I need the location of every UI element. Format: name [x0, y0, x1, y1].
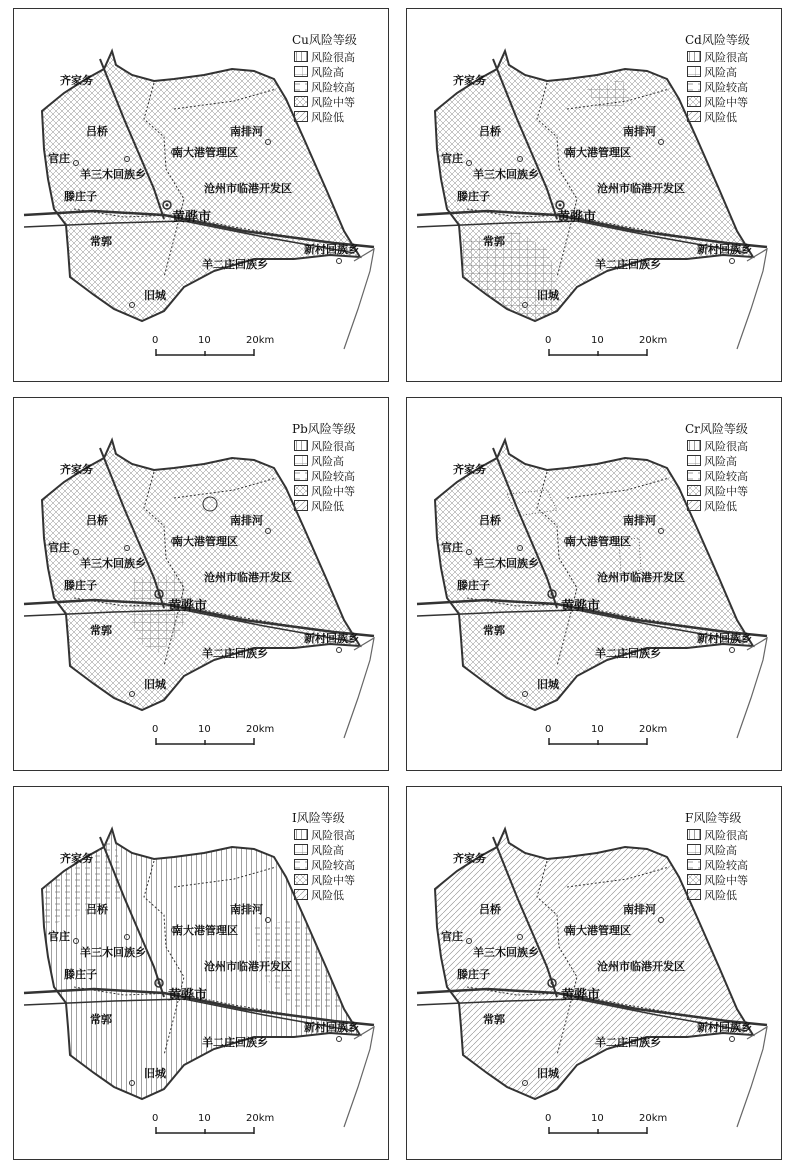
legend-label: 风险低 [311, 499, 344, 513]
place-label: 吕桥 [479, 514, 501, 527]
legend-item [687, 94, 781, 109]
legend-item [687, 64, 781, 79]
legend-item [687, 438, 781, 453]
place-label: 新村回族乡 [304, 243, 359, 256]
legend [687, 827, 781, 902]
swatch-medium [687, 485, 701, 496]
map-panel-f [406, 786, 782, 1160]
place-label: 新村回族乡 [697, 243, 752, 256]
place-label: 新村回族乡 [304, 632, 359, 645]
legend-label: 风险较高 [311, 858, 355, 872]
place-label: 齐家务 [60, 852, 93, 865]
scale-label: 10 [198, 335, 211, 346]
place-label: 齐家务 [453, 463, 486, 476]
scale-label: 0 [545, 724, 552, 735]
place-label: 滕庄子 [64, 968, 97, 981]
swatch-rather-high [687, 859, 701, 870]
place-label: 旧城 [537, 1067, 559, 1080]
legend-item [294, 64, 388, 79]
legend-title: Pb风险等级 [292, 422, 356, 436]
place-label: 南大港管理区 [565, 924, 631, 937]
place-label: 南排河 [230, 514, 263, 527]
legend-item [294, 887, 388, 902]
legend-label: 风险低 [704, 110, 737, 124]
swatch-very-high [294, 829, 308, 840]
scale-bar [547, 347, 651, 357]
legend [687, 49, 781, 124]
place-label: 黄骅市 [172, 210, 212, 225]
map-panel-cd [406, 8, 782, 382]
scale-label: 20km [246, 724, 275, 735]
legend-label: 风险很高 [704, 439, 748, 453]
legend-label: 风险低 [311, 888, 344, 902]
place-label: 羊二庄回族乡 [202, 647, 268, 660]
scale-label: 20km [639, 724, 668, 735]
scale-label: 10 [591, 724, 604, 735]
place-label: 沧州市临港开发区 [597, 571, 685, 584]
legend-title: F风险等级 [685, 811, 742, 825]
legend-label: 风险高 [704, 65, 737, 79]
scale-bar [154, 1125, 258, 1135]
scale-label: 10 [591, 1113, 604, 1124]
legend-title: I风险等级 [292, 811, 345, 825]
place-label: 吕桥 [86, 903, 108, 916]
legend-item [687, 453, 781, 468]
swatch-high [294, 455, 308, 466]
scale-label: 10 [198, 724, 211, 735]
place-label: 旧城 [537, 289, 559, 302]
scale-label: 10 [198, 1113, 211, 1124]
legend-label: 风险较高 [704, 469, 748, 483]
legend-label: 风险中等 [704, 95, 748, 109]
legend-item [687, 827, 781, 842]
legend-item [294, 49, 388, 64]
place-label: 吕桥 [479, 125, 501, 138]
scale-bar [547, 1125, 651, 1135]
swatch-low [294, 889, 308, 900]
place-label: 羊三木回族乡 [473, 557, 539, 570]
place-label: 滕庄子 [64, 579, 97, 592]
scale-label: 20km [246, 335, 275, 346]
place-label: 官庄 [441, 930, 463, 943]
scale-label: 10 [591, 335, 604, 346]
scale-bar [547, 736, 651, 746]
legend-label: 风险低 [704, 499, 737, 513]
legend-item [294, 827, 388, 842]
place-label: 羊三木回族乡 [80, 557, 146, 570]
scale-label: 20km [639, 1113, 668, 1124]
place-label: 常郭 [90, 624, 112, 637]
place-label: 沧州市临港开发区 [597, 960, 685, 973]
place-label: 羊三木回族乡 [473, 946, 539, 959]
place-label: 黄骅市 [561, 599, 601, 614]
place-label: 黄骅市 [168, 599, 208, 614]
legend [294, 827, 388, 902]
place-label: 官庄 [48, 541, 70, 554]
legend-item [687, 887, 781, 902]
legend-item [687, 842, 781, 857]
legend-item [294, 468, 388, 483]
legend-item [687, 468, 781, 483]
place-label: 沧州市临港开发区 [204, 571, 292, 584]
legend-item [687, 872, 781, 887]
place-label: 南大港管理区 [172, 535, 238, 548]
legend-label: 风险较高 [704, 80, 748, 94]
legend-item [294, 94, 388, 109]
place-label: 常郭 [90, 235, 112, 248]
place-label: 羊三木回族乡 [80, 168, 146, 181]
place-label: 旧城 [144, 289, 166, 302]
swatch-high [294, 66, 308, 77]
map-panel-cu [13, 8, 389, 382]
place-label: 羊二庄回族乡 [595, 1036, 661, 1049]
place-label: 齐家务 [60, 463, 93, 476]
legend-item [294, 453, 388, 468]
legend-item [294, 857, 388, 872]
place-label: 齐家务 [453, 74, 486, 87]
place-label: 南大港管理区 [172, 146, 238, 159]
swatch-high [687, 455, 701, 466]
legend-item [294, 872, 388, 887]
legend-item [687, 109, 781, 124]
place-label: 吕桥 [86, 514, 108, 527]
legend-item [687, 498, 781, 513]
swatch-rather-high [687, 470, 701, 481]
legend-item [687, 79, 781, 94]
legend-label: 风险低 [311, 110, 344, 124]
map-panel-pb [13, 397, 389, 771]
place-label: 黄骅市 [168, 988, 208, 1003]
place-label: 新村回族乡 [697, 1021, 752, 1034]
legend-label: 风险很高 [704, 828, 748, 842]
swatch-medium [294, 874, 308, 885]
swatch-high [687, 844, 701, 855]
place-label: 羊三木回族乡 [80, 946, 146, 959]
swatch-medium [294, 485, 308, 496]
scale-label: 0 [152, 1113, 159, 1124]
legend-item [294, 109, 388, 124]
scale-bar [154, 736, 258, 746]
scale-label: 20km [639, 335, 668, 346]
place-label: 南大港管理区 [565, 535, 631, 548]
place-label: 滕庄子 [457, 968, 490, 981]
legend-label: 风险高 [311, 454, 344, 468]
swatch-rather-high [687, 81, 701, 92]
place-label: 南排河 [623, 903, 656, 916]
place-label: 沧州市临港开发区 [204, 182, 292, 195]
place-label: 常郭 [90, 1013, 112, 1026]
map-panel-cr [406, 397, 782, 771]
place-label: 齐家务 [60, 74, 93, 87]
place-label: 黄骅市 [561, 988, 601, 1003]
legend-item [687, 49, 781, 64]
scale-bar [154, 347, 258, 357]
place-label: 羊二庄回族乡 [202, 1036, 268, 1049]
legend [294, 49, 388, 124]
place-label: 南排河 [623, 514, 656, 527]
place-label: 滕庄子 [64, 190, 97, 203]
swatch-very-high [687, 829, 701, 840]
place-label: 旧城 [144, 678, 166, 691]
swatch-low [294, 111, 308, 122]
legend-title: Cr风险等级 [685, 422, 748, 436]
legend-label: 风险高 [311, 843, 344, 857]
legend-label: 风险高 [704, 454, 737, 468]
swatch-medium [687, 874, 701, 885]
swatch-very-high [687, 51, 701, 62]
legend-label: 风险中等 [311, 873, 355, 887]
swatch-very-high [294, 51, 308, 62]
scale-label: 0 [545, 335, 552, 346]
legend-label: 风险很高 [311, 828, 355, 842]
scale-label: 0 [152, 335, 159, 346]
place-label: 旧城 [537, 678, 559, 691]
place-label: 南排河 [230, 125, 263, 138]
swatch-high [294, 844, 308, 855]
place-label: 南大港管理区 [172, 924, 238, 937]
place-label: 吕桥 [479, 903, 501, 916]
place-label: 滕庄子 [457, 579, 490, 592]
place-label: 南大港管理区 [565, 146, 631, 159]
swatch-low [687, 500, 701, 511]
place-label: 齐家务 [453, 852, 486, 865]
place-label: 常郭 [483, 235, 505, 248]
swatch-low [294, 500, 308, 511]
legend-label: 风险中等 [311, 484, 355, 498]
legend-label: 风险很高 [311, 439, 355, 453]
legend-label: 风险高 [311, 65, 344, 79]
legend-label: 风险较高 [311, 80, 355, 94]
place-label: 常郭 [483, 624, 505, 637]
place-label: 官庄 [441, 152, 463, 165]
legend-label: 风险中等 [704, 873, 748, 887]
swatch-very-high [294, 440, 308, 451]
legend-label: 风险中等 [704, 484, 748, 498]
place-label: 沧州市临港开发区 [204, 960, 292, 973]
place-label: 羊二庄回族乡 [202, 258, 268, 271]
place-label: 南排河 [623, 125, 656, 138]
swatch-rather-high [294, 859, 308, 870]
place-label: 官庄 [48, 930, 70, 943]
swatch-medium [687, 96, 701, 107]
swatch-rather-high [294, 470, 308, 481]
legend-label: 风险很高 [704, 50, 748, 64]
legend-label: 风险较高 [311, 469, 355, 483]
place-label: 常郭 [483, 1013, 505, 1026]
swatch-very-high [687, 440, 701, 451]
place-label: 官庄 [441, 541, 463, 554]
legend-label: 风险低 [704, 888, 737, 902]
legend-title: Cu风险等级 [292, 33, 357, 47]
place-label: 官庄 [48, 152, 70, 165]
place-label: 南排河 [230, 903, 263, 916]
legend-title: Cd风险等级 [685, 33, 750, 47]
place-label: 羊三木回族乡 [473, 168, 539, 181]
legend-label: 风险很高 [311, 50, 355, 64]
place-label: 沧州市临港开发区 [597, 182, 685, 195]
place-label: 新村回族乡 [304, 1021, 359, 1034]
scale-label: 0 [152, 724, 159, 735]
swatch-medium [294, 96, 308, 107]
legend-item [687, 857, 781, 872]
scale-label: 0 [545, 1113, 552, 1124]
legend-item [294, 498, 388, 513]
map-panel-i [13, 786, 389, 1160]
legend-label: 风险中等 [311, 95, 355, 109]
legend-item [294, 842, 388, 857]
legend-item [687, 483, 781, 498]
place-label: 羊二庄回族乡 [595, 258, 661, 271]
place-label: 新村回族乡 [697, 632, 752, 645]
legend-item [294, 438, 388, 453]
swatch-low [687, 111, 701, 122]
scale-label: 20km [246, 1113, 275, 1124]
legend [687, 438, 781, 513]
place-label: 黄骅市 [557, 210, 597, 225]
legend [294, 438, 388, 513]
swatch-rather-high [294, 81, 308, 92]
swatch-low [687, 889, 701, 900]
legend-label: 风险高 [704, 843, 737, 857]
place-label: 旧城 [144, 1067, 166, 1080]
legend-item [294, 483, 388, 498]
place-label: 吕桥 [86, 125, 108, 138]
swatch-high [687, 66, 701, 77]
place-label: 羊二庄回族乡 [595, 647, 661, 660]
legend-label: 风险较高 [704, 858, 748, 872]
place-label: 滕庄子 [457, 190, 490, 203]
legend-item [294, 79, 388, 94]
